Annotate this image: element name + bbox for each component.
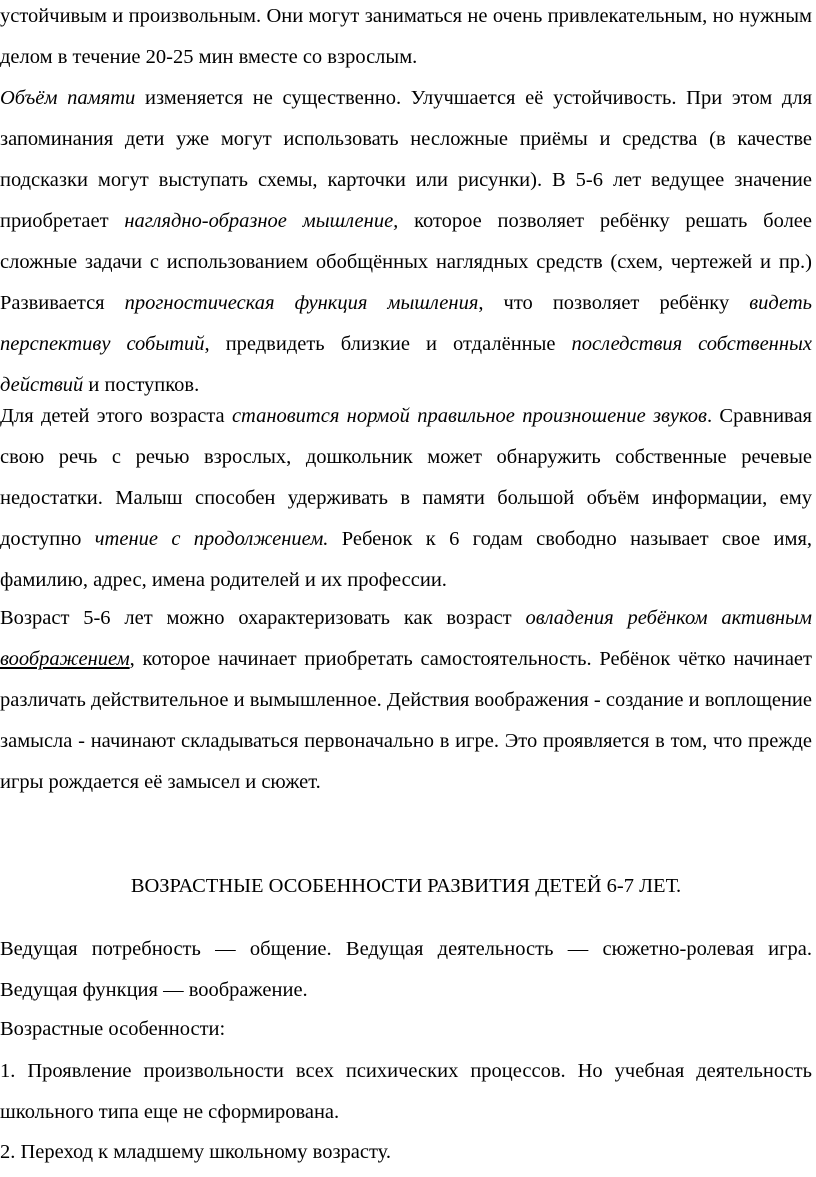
italic-term: прогностическая функция мышления xyxy=(124,292,479,314)
text: и поступков. xyxy=(83,374,200,396)
italic-term: наглядно-образное мышление, xyxy=(124,210,399,232)
text: , предвидеть близкие и отдалённые xyxy=(204,333,572,355)
paragraph-leading-needs xyxy=(0,929,812,1011)
text: . Сравнивая свою речь с речью взрослых, дошкольник может обнаружить собственные речевые недостатки. Малыш способен удерживать в памяти большой объём информации, ему доступно xyxy=(0,405,812,550)
text: Ребенок к 6 годам свободно называет свое имя, фамилию, адрес, имена родителей и их профессии. xyxy=(0,528,813,591)
text: устойчивым и произвольным. Они могут заниматься не очень привлекательным, но нужным делом в течение 20-25 мин вместе со взрослым. xyxy=(0,5,812,68)
text: Возраст 5-6 лет можно охарактеризовать как возраст xyxy=(0,607,526,629)
underlined-term: воображением xyxy=(0,648,130,670)
italic-term: Объём памяти xyxy=(0,87,136,109)
text: 2. Переход к младшему школьному возрасту. xyxy=(0,1141,392,1163)
text: изменяется не существенно. Улучшается её устойчивость. При этом для запоминания дети уже могут использовать несложные приёмы и средства (в качестве подсказки могут выступать схемы, карточки или рисунки). В 5-6 лет ведущее значение приобретает xyxy=(0,87,812,232)
text: Для детей этого возраста xyxy=(0,405,232,427)
paragraph-features-label xyxy=(0,1009,812,1050)
section-heading: ВОЗРАСТНЫЕ ОСОБЕННОСТИ РАЗВИТИЯ ДЕТЕЙ 6-7 ЛЕТ. xyxy=(130,875,682,897)
text: , что позволяет ребёнку xyxy=(478,292,750,314)
italic-term: видеть перспективу событий xyxy=(0,292,813,355)
italic-term: овладения ребёнком активным xyxy=(525,607,813,629)
italic-term: чтение с продолжением. xyxy=(94,528,329,550)
paragraph-attention xyxy=(0,0,812,78)
text: , которое начинает приобретать самостоятельность. Ребёнок чётко начинает различать действительное и вымышленное. Действия воображения - создание и воплощение замысла - начинают складываться первоначально в игре. Это проявляется в том, что прежде игры рождается её замысел и сюжет. xyxy=(0,648,812,793)
italic-term: последствия собственных действий xyxy=(0,333,813,396)
text: 1. Проявление произвольности всех психических процессов. Но учебная деятельность школьного типа еще не сформирована. xyxy=(0,1060,812,1123)
paragraph-speech xyxy=(0,396,812,601)
paragraph-memory-thinking xyxy=(0,78,812,406)
text: Ведущая потребность — общение. Ведущая деятельность — сюжетно-ролевая игра. Ведущая функция — воображение. xyxy=(0,938,812,1001)
list-item xyxy=(0,1051,812,1133)
paragraph-imagination xyxy=(0,598,812,803)
list-item xyxy=(0,1132,812,1173)
text: Возрастные особенности: xyxy=(0,1018,226,1040)
italic-term: становится нормой правильное произношение звуков xyxy=(231,405,707,427)
text: которое позволяет ребёнку решать более сложные задачи с использованием обобщённых наглядных средств (схем, чертежей и пр.) Развивается xyxy=(0,210,813,314)
